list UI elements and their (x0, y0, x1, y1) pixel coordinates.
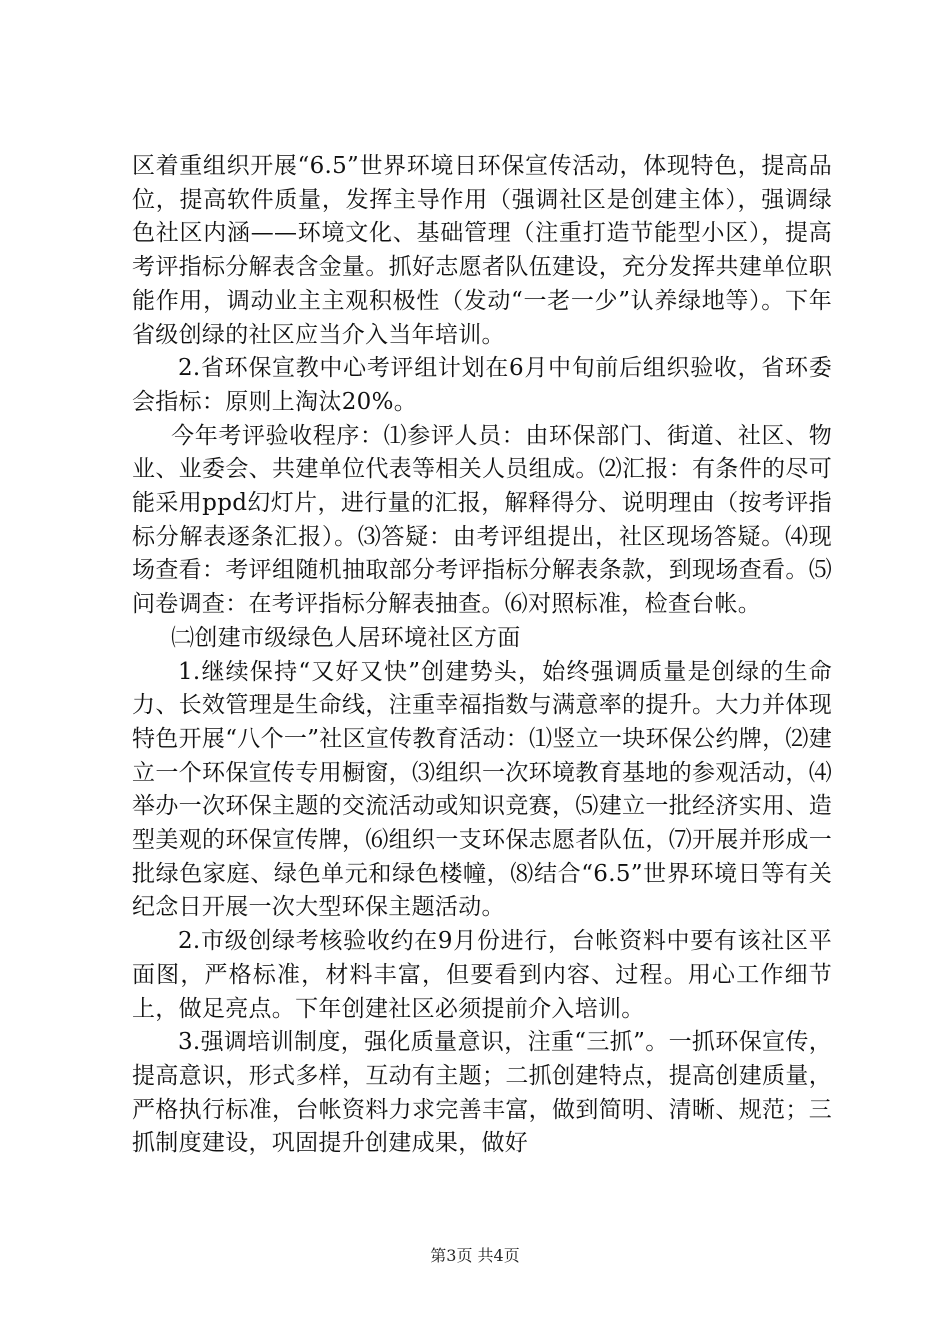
paragraph-procedure: 今年考评验收程序：⑴参评人员：由环保部门、街道、社区、物业、业委会、共建单位代表等相关人员组成。⑵汇报：有条件的尽可能采用ppd幻灯片，进行量的汇报，解释得分、说明理由（按考评指标分解表逐条汇报）。⑶答疑：由考评组提出，社区现场答疑。⑷现场查看：考评组随机抽取部分考评指标分解表条款，到现场查看。⑸问卷调查：在考评指标分解表抽查。⑹对照标准，检查台帐。 (132, 422, 832, 618)
document-body (132, 150, 832, 1161)
section-heading-city-level: ㈡创建市级绿色人居环境社区方面 (171, 624, 521, 651)
paragraph-item-1-city: 1.继续保持“又好又快”创建势头，始终强调质量是创绿的生命力、长效管理是生命线，注重幸福指数与满意率的提升。大力并体现特色开展“八个一”社区宣传教育活动：⑴竖立一块环保公约牌，⑵建立一个环保宣传专用橱窗，⑶组织一次环境教育基地的参观活动，⑷举办一次环保主题的交流活动或知识竞赛，⑸建立一批经济实用、造型美观的环保宣传牌，⑹组织一支环保志愿者队伍，⑺开展并形成一批绿色家庭、绿色单元和绿色楼幢，⑻结合“6.5”世界环境日等有关纪念日开展一次大型环保主题活动。 (132, 658, 832, 921)
paragraph-item-2-city: 2.市级创绿考核验收约在9月份进行，台帐资料中要有该社区平面图，严格标准，材料丰富，但要看到内容、过程。用心工作细节上，做足亮点。下年创建社区必须提前介入培训。 (132, 928, 832, 1022)
paragraph-continuation: 区着重组织开展“6.5”世界环境日环保宣传活动，体现特色，提高品位，提高软件质量，发挥主导作用（强调社区是创建主体），强调绿色社区内涵——环境文化、基础管理（注重打造节能型小区），提高考评指标分解表含金量。抓好志愿者队伍建设，充分发挥共建单位职能作用，调动业主主观积极性（发动“一老一少”认养绿地等）。下年省级创绿的社区应当介入当年培训。 (132, 153, 832, 348)
page-number-footer: 第3页 共4页 (430, 1246, 520, 1265)
paragraph-item-2-provincial: 2.省环保宣教中心考评组计划在6月中旬前后组织验收，省环委会指标：原则上淘汰20%。 (132, 355, 832, 415)
paragraph-item-3-city: 3.强调培训制度，强化质量意识，注重“三抓”。一抓环保宣传，提高意识，形式多样，互动有主题；二抓创建特点，提高创建质量，严格执行标准，台帐资料力求完善丰富，做到简明、清晰、规范；三抓制度建设，巩固提升创建成果，做好 (132, 1029, 832, 1157)
